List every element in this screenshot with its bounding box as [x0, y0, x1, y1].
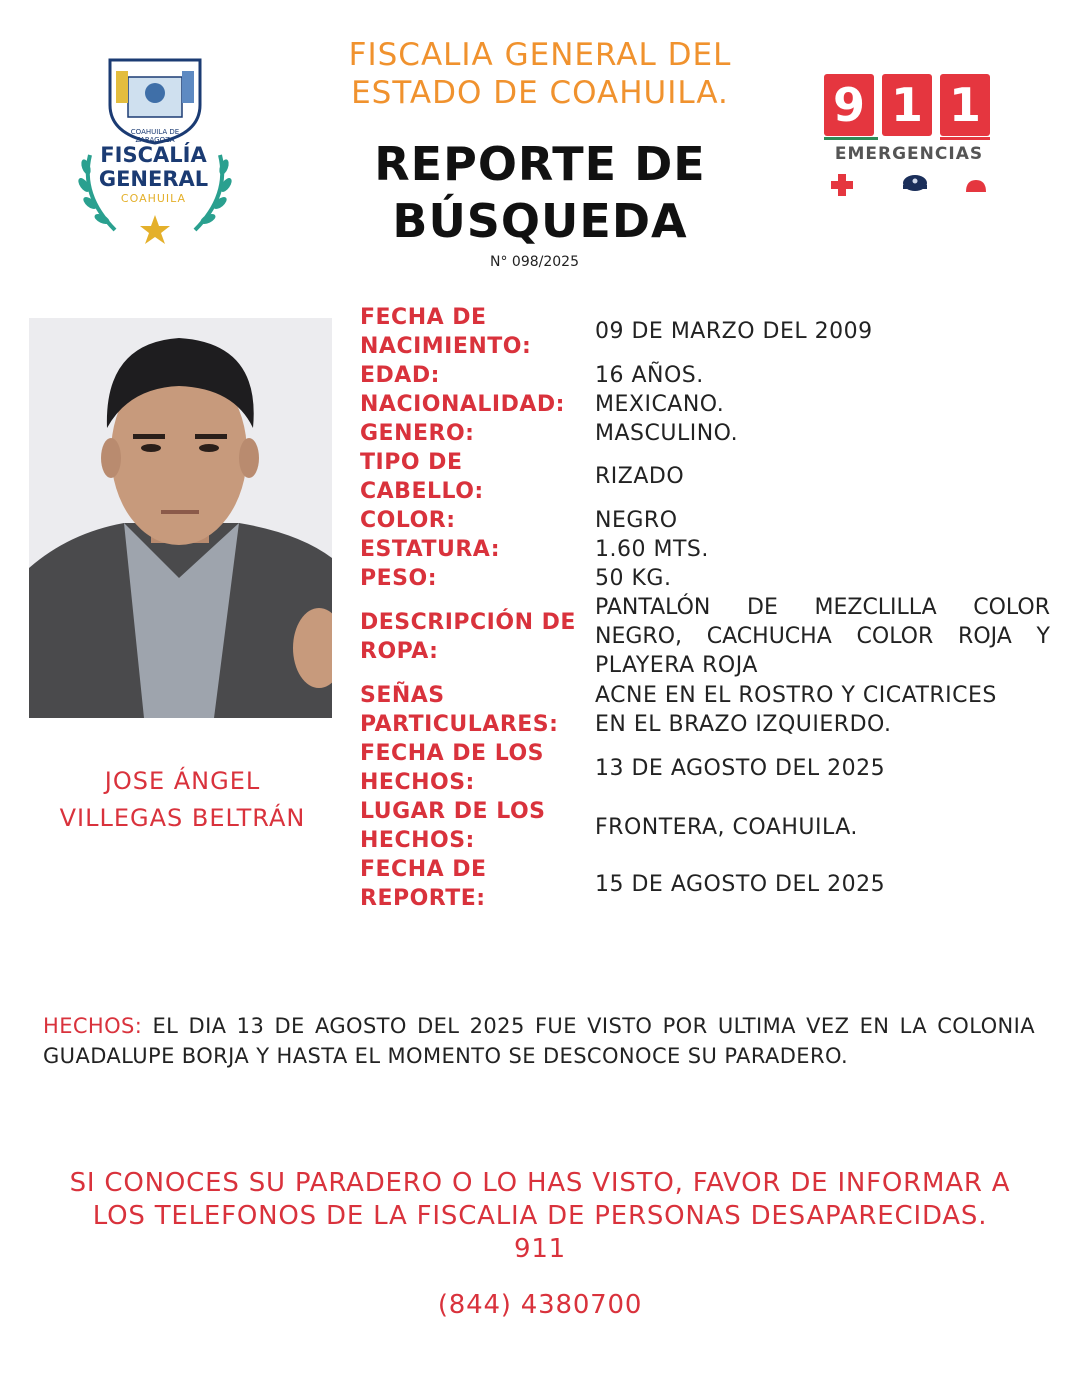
report-date-label-2: REPORTE:: [360, 886, 486, 911]
title-line-2: BÚSQUEDA: [392, 194, 688, 248]
marks-label-1: SEÑAS: [360, 683, 445, 708]
marks-value-1: ACNE EN EL ROSTRO Y CICATRICES: [595, 683, 997, 708]
birth-label-2: NACIMIENTO:: [360, 334, 532, 359]
color-label: COLOR:: [360, 508, 456, 533]
report-number: N° 098/2025: [490, 254, 579, 270]
callout-line-2: LOS TELEFONOS DE LA FISCALIA DE PERSONAS DESAPARECIDAS.: [92, 1201, 988, 1231]
clothes-label-1: DESCRIPCIÓN DE: [360, 610, 576, 635]
hair-label-2: CABELLO:: [360, 479, 484, 504]
phone-number: (844) 4380700: [437, 1290, 643, 1320]
digit-1a: 1: [882, 74, 932, 136]
birth-label-1: FECHA DE: [360, 305, 487, 330]
person-silhouette-icon: [29, 318, 332, 718]
gender-value: MASCULINO.: [595, 421, 739, 446]
digit-1b: 1: [940, 74, 990, 136]
seal-text: COAHUILA DE ZARAGOZA: [130, 128, 180, 144]
red-stripe: [940, 137, 990, 140]
logo-caption-line1: FISCALÍA: [100, 143, 207, 167]
age-label: EDAD:: [360, 363, 440, 388]
person-name-line2: VILLEGAS BELTRÁN: [59, 804, 306, 832]
facts-text: EL DIA 13 DE AGOSTO DEL 2025 FUE VISTO POR ULTIMA VEZ EN LA COLONIA GUADALUPE BORJA Y HASTA EL MOMENTO SE DESCONOCE SU PARADERO.: [43, 1014, 1035, 1068]
report-date-label-1: FECHA DE: [360, 857, 487, 882]
title-line-1: REPORTE DE: [374, 137, 706, 191]
gender-label: GENERO:: [360, 421, 475, 446]
hair-label-1: TIPO DE: [360, 450, 463, 475]
color-value: NEGRO: [595, 508, 678, 533]
clothes-value-3: PLAYERA ROJA: [595, 653, 758, 678]
event-date-label-1: FECHA DE LOS: [360, 741, 545, 766]
weight-label: PESO:: [360, 566, 437, 591]
facts-paragraph: [43, 1011, 1035, 1071]
marks-value-2: EN EL BRAZO IZQUIERDO.: [595, 712, 892, 737]
report-date-value: 15 DE AGOSTO DEL 2025: [595, 872, 886, 897]
height-value: 1.60 MTS.: [595, 537, 709, 562]
emergency-icons: [830, 170, 990, 196]
clothes-value-2: NEGRO, CACHUCHA COLOR ROJA Y: [595, 624, 1050, 649]
police-cap-icon: [903, 175, 927, 191]
org-line-2: ESTADO DE COAHUILA.: [351, 75, 729, 111]
emergencias-label: EMERGENCIAS: [834, 144, 984, 164]
nationality-label: NACIONALIDAD:: [360, 392, 565, 417]
nationality-value: MEXICANO.: [595, 392, 725, 417]
place-label-2: HECHOS:: [360, 828, 475, 853]
person-photo: [29, 318, 332, 718]
age-value: 16 AÑOS.: [595, 363, 704, 388]
place-label-1: LUGAR DE LOS: [360, 799, 546, 824]
birth-value: 09 DE MARZO DEL 2009: [595, 319, 873, 344]
callout-line-1: SI CONOCES SU PARADERO O LO HAS VISTO, FAVOR DE INFORMAR A: [69, 1168, 1011, 1198]
red-cross-icon: [831, 174, 853, 196]
fire-helmet-icon: [966, 180, 986, 192]
logo-caption-line3: COAHUILA: [120, 192, 187, 205]
event-date-value: 13 DE AGOSTO DEL 2025: [595, 756, 886, 781]
clothes-label-2: ROPA:: [360, 639, 439, 664]
event-date-label-2: HECHOS:: [360, 770, 475, 795]
weight-value: 50 KG.: [595, 566, 672, 591]
green-stripe: [824, 137, 878, 140]
person-name-line1: JOSE ÁNGEL: [104, 767, 261, 795]
logo-caption-line2: GENERAL: [98, 167, 209, 191]
callout-line-3: 911: [513, 1234, 567, 1264]
hair-value: RIZADO: [595, 464, 685, 489]
digit-9: 9: [824, 74, 874, 136]
clothes-value-1: PANTALÓN DE MEZCLILLA COLOR: [595, 595, 1050, 620]
marks-label-2: PARTICULARES:: [360, 712, 559, 737]
height-label: ESTATURA:: [360, 537, 501, 562]
place-value: FRONTERA, COAHUILA.: [595, 815, 858, 840]
org-line-1: FISCALIA GENERAL DEL: [348, 37, 732, 73]
facts-label: HECHOS:: [43, 1014, 143, 1038]
